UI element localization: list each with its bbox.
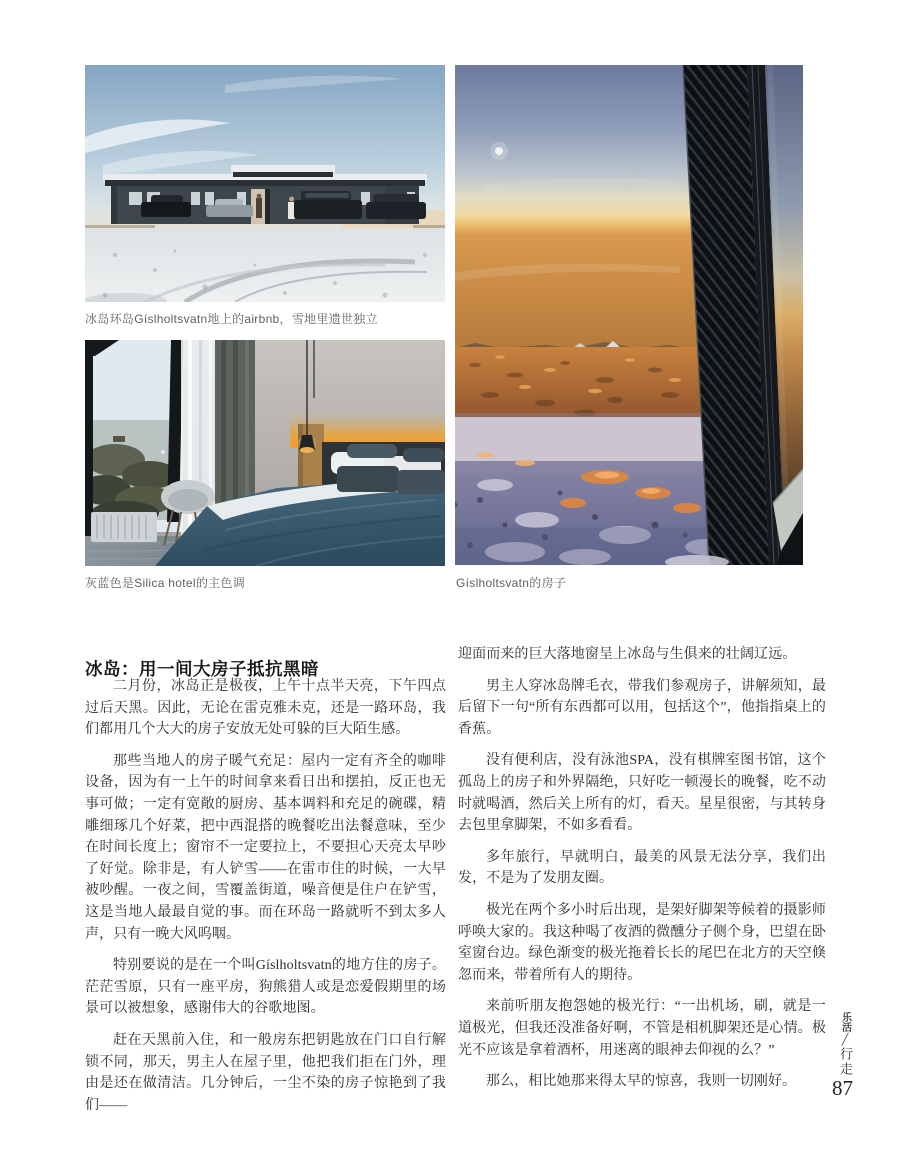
article-right-column [458, 644, 826, 1103]
section-label-bottom: 行走 [838, 1047, 853, 1077]
section-label-slash: ╱ [841, 1034, 849, 1046]
article-left-column [85, 676, 446, 1126]
photo-gislholtsvatn-window [455, 65, 803, 565]
article-title: 冰岛：用一间大房子抵抗黑暗 [85, 658, 319, 679]
paragraph: 多年旅行，早就明白，最美的风景无法分享，我们出发，不是为了发朋友圈。 [458, 849, 826, 887]
paragraph: 来前听朋友抱怨她的极光行：“一出机场，刷，就是一道极光，但我还没准备好啊，不管是相机脚架还是心情。极光不应该是拿着酒杯，用迷离的眼神去仰视的么？” [458, 999, 826, 1058]
photo-caption-gislholtsvatn: Gíslholtsvatn的房子 [456, 576, 567, 590]
snow-ground [85, 228, 445, 302]
photo-caption-airbnb: 冰岛环岛Gíslholtsvatn地上的airbnb，雪地里遗世独立 [85, 312, 378, 326]
radiator [91, 512, 157, 542]
paragraph: 那么，相比她那来得太早的惊喜，我则一切刚好。 [486, 1074, 797, 1090]
photo-sunset-graphic [455, 65, 803, 565]
paragraph: 二月份，冰岛正是极夜，上午十点半天亮，下午四点过后天黑。因此，无论在雷克雅未克，还是一路环岛，我们都用几个大大的房子安放无处可躲的巨大陌生感。 [85, 679, 446, 738]
moon [490, 142, 508, 160]
paragraph: 迎面而来的巨大落地窗呈上冰岛与生俱来的壮阔辽远。 [458, 647, 797, 662]
section-label [834, 1012, 856, 1077]
paragraph: 那些当地人的房子暖气充足：屋内一定有齐全的咖啡设备，因为有一上午的时间拿来看日出和摆拍，反正也无事可做；一定有宽敞的厨房、基本调料和充足的碗碟，精雕细琢几个好菜，把中西混搭的晚餐吃出法餐意味，至少在时间长度上；窗帘不一定要拉上，不要担心天亮太早吵了好觉。除非是，有人铲雪——在雷市住的时候，一大早被吵醒。一夜之间，雪覆盖街道，噪音便是住户在铲雪，这是当地人最最自觉的事。而在环岛一路就听不到太多人声，只有一晚大风呜咽。 [85, 753, 446, 942]
photo-caption-silica: 灰蓝色是Silica hotel的主色调 [85, 576, 246, 590]
photo-airbnb-house-graphic [85, 65, 445, 302]
photo-airbnb-house [85, 65, 445, 302]
pillows [331, 444, 445, 494]
paragraph: 极光在两个多小时后出现，是架好脚架等候着的摄影师呼唤大家的。我这种喝了夜酒的微醺分子侧个身，巴望在卧室窗台边。绿色渐变的极光拖着长长的尾巴在北方的天空倏忽而来，带着所有人的期待。 [458, 902, 826, 983]
photo-silica-hotel-room [85, 340, 445, 566]
page-number: 87 [832, 1076, 853, 1100]
paragraph: 特别要说的是在一个叫Gíslholtsvatn的地方住的房子。茫茫雪原，只有一座平房，狗熊猎人或是恋爱假期里的场景可以被想象，感谢伟大的谷歌地图。 [85, 958, 446, 1017]
paragraph: 男主人穿冰岛牌毛衣，带我们参观房子，讲解须知，最后留下一句“所有东西都可以用，包括这个”，他指指桌上的香蕉。 [458, 678, 826, 737]
paragraph: 赶在天黑前入住，和一般房东把钥匙放在门口自行解锁不同，那天，男主人在屋子里，他把我们拒在门外，理由是还在做清洁。几分钟后，一尘不染的房子惊艳到了我们—— [85, 1032, 446, 1113]
paragraph: 没有便利店，没有泳池SPA，没有棋牌室图书馆，这个孤岛上的房子和外界隔绝，只好吃一顿漫长的晚餐，吃不动时就喝酒，然后关上所有的灯，看天。星星很密，与其转身去包里拿脚架，不如多看看。 [458, 753, 826, 834]
section-label-top: 乐活 [839, 1012, 851, 1032]
photo-hotel-room-graphic [85, 340, 445, 566]
